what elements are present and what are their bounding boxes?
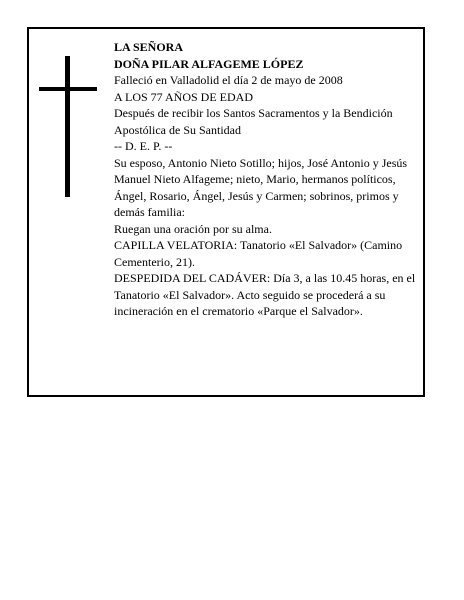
farewell-info: DESPEDIDA DEL CADÁVER: Día 3, a las 10.45 horas, en el Tanatorio «El Salvador». Acto seguido se procederá a su incineración en el crematorio «Parque el Salvador». [114, 271, 416, 318]
sacraments-text: Después de recibir los Santos Sacramentos y la Bendición Apostólica de Su Santidad [114, 106, 393, 137]
cross-horizontal-bar [39, 87, 97, 91]
death-details: Falleció en Valladolid el día 2 de mayo de 2008 [114, 73, 343, 87]
chapel-info: CAPILLA VELATORIA: Tanatorio «El Salvador» (Camino Cementerio, 21). [114, 238, 403, 269]
notice-heading: LA SEÑORA [114, 40, 184, 54]
family-text: Su esposo, Antonio Nieto Sotillo; hijos, José Antonio y Jesús Manuel Nieto Alfageme; nieto, Mario, hermanos políticos, Ángel, Rosario, Ángel, Jesús y Carmen; sobrinos, primos y demás familia: [114, 155, 408, 219]
notice-body [114, 39, 422, 320]
prayer-request: Ruegan una oración por su alma. [114, 221, 272, 236]
rip-line: -- D. E. P. -- [114, 139, 173, 153]
cross-icon [39, 56, 97, 197]
cross-vertical-bar [65, 56, 70, 197]
deceased-name: DOÑA PILAR ALFAGEME LÓPEZ [114, 56, 304, 71]
obituary-notice [27, 27, 425, 397]
age-line: A LOS 77 AÑOS DE EDAD [114, 89, 254, 104]
